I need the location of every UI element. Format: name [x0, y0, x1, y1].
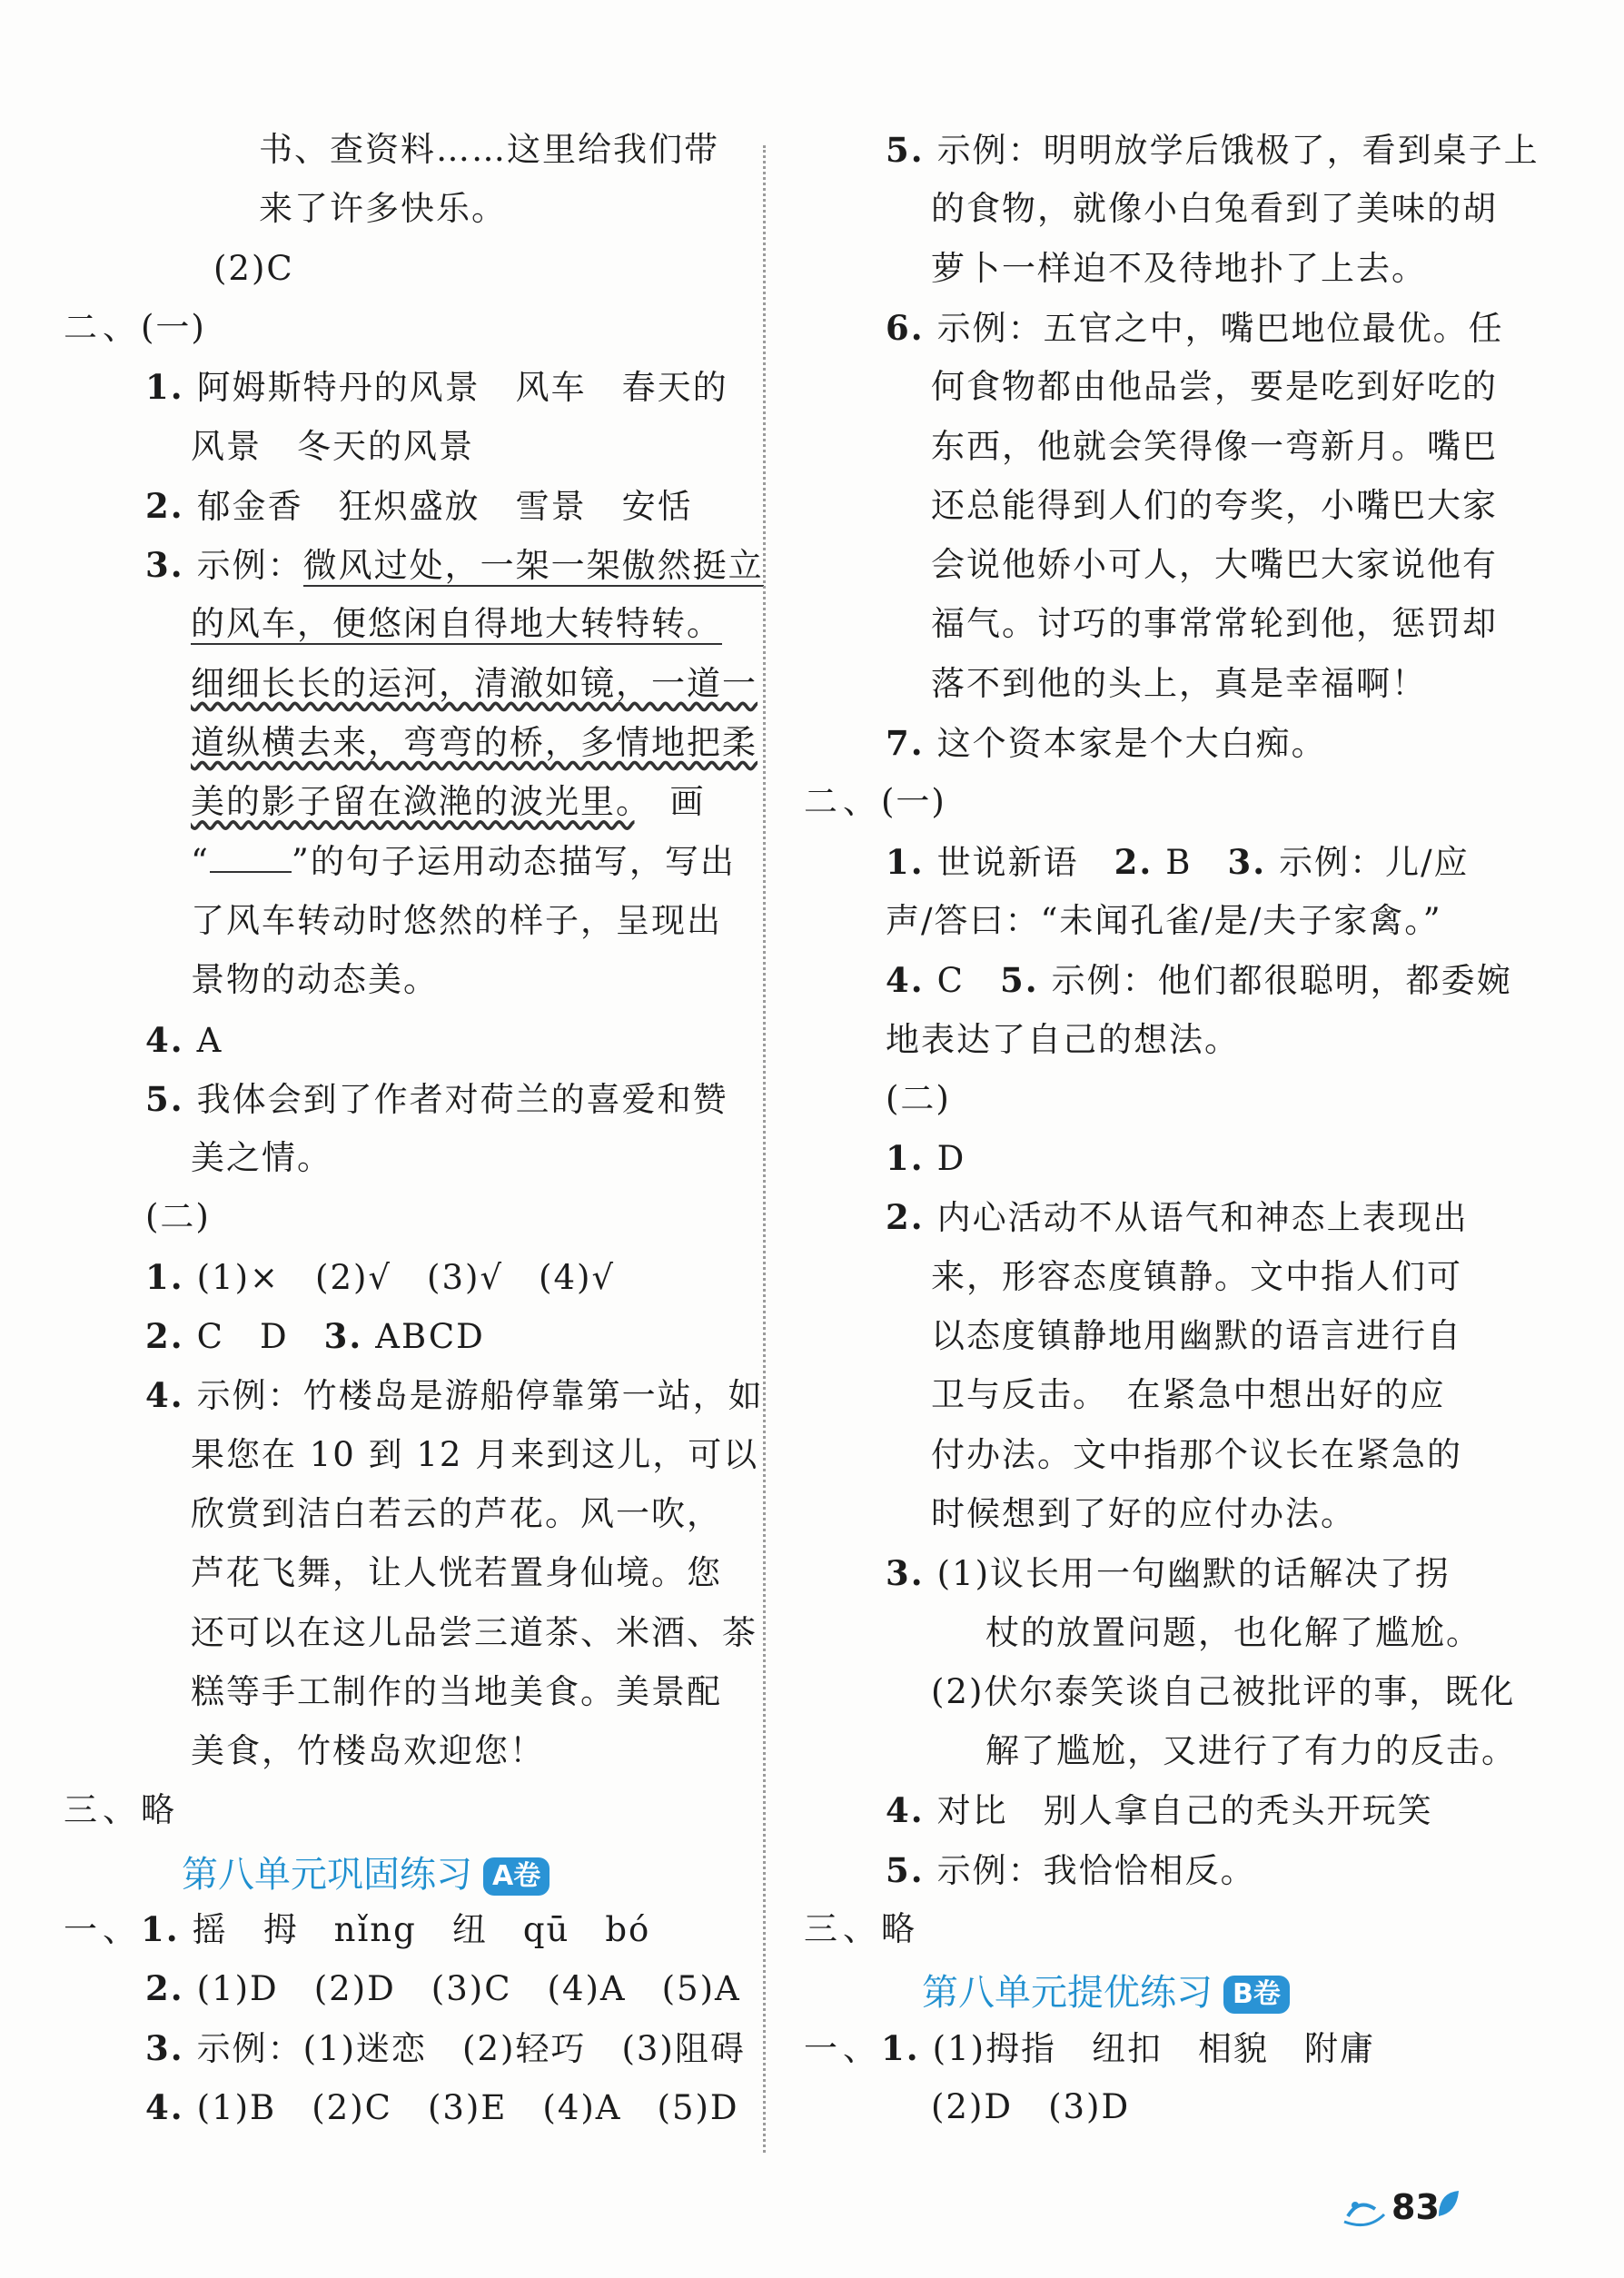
section-heading: [182, 1849, 550, 1900]
answer-line: [145, 1076, 728, 1122]
question-number: 2.: [145, 485, 184, 526]
question-number: 1.: [145, 1256, 184, 1297]
answer-text: (2)伏尔泰笑谈自己被批评的事，既化: [931, 1671, 1516, 1711]
question-number: 1.: [881, 2027, 920, 2068]
answer-line: [886, 305, 1504, 351]
answer-text: 这个资本家是个大白痴。: [936, 724, 1327, 763]
answer-text: 书、查资料……这里给我们带: [259, 130, 719, 169]
section-label: 三、: [64, 1790, 142, 1830]
answer-line: [886, 127, 1540, 173]
question-number: 4.: [886, 960, 925, 1001]
answer-text: (1)D (2)D (3)C (4)A (5)A: [196, 1969, 741, 2009]
answer-text: (2)D (3)D: [931, 2086, 1131, 2126]
heading-badge: A卷: [483, 1857, 550, 1896]
wavy-underlined-text: 细细长长的运河，清澈如镜，一道一: [191, 663, 758, 703]
question-number: 3.: [323, 1316, 363, 1356]
question-number: 5.: [886, 1849, 925, 1890]
answer-line: [886, 957, 1512, 1003]
question-number: 1.: [886, 1138, 925, 1179]
answer-text: (二): [145, 1197, 211, 1237]
answer-text: 对比 别人拿自己的秃头开玩笑: [936, 1791, 1433, 1831]
question-number: 1.: [141, 1909, 180, 1949]
answer-line: [931, 1491, 1356, 1537]
question-number: 4.: [886, 1790, 925, 1831]
answer-text: 美食，竹楼岛欢迎您！: [191, 1731, 545, 1771]
question-number: 3.: [145, 2027, 184, 2068]
answer-line: [886, 720, 1327, 766]
answer-line: [804, 779, 946, 825]
heading-badge: B卷: [1223, 1976, 1290, 2014]
wavy-underlined-text: 道纵横去来，弯弯的桥，多情地把柔: [191, 723, 758, 762]
answer-text: 了风车转动时悠然的样子，呈现出: [191, 900, 722, 940]
answer-line: [191, 1135, 332, 1181]
answer-text: (1)× (2)√ (3)√ (4)√: [196, 1257, 616, 1297]
answer-text: (一): [881, 782, 946, 822]
question-number: 4.: [145, 2086, 184, 2127]
answer-line: [931, 1669, 1515, 1715]
answer-line: [191, 898, 722, 944]
answer-line: [931, 1372, 1446, 1418]
heading-text: 第八单元巩固练习: [182, 1853, 472, 1896]
answer-text: 画: [634, 782, 706, 822]
answer-line: [931, 1313, 1462, 1359]
answer-line: [886, 1550, 1451, 1596]
question-number: 1.: [886, 841, 925, 882]
answer-text: 东西，他就会笑得像一弯新月。嘴巴: [931, 426, 1498, 466]
question-number: 2.: [145, 1316, 184, 1356]
answer-text: C: [936, 961, 1000, 1001]
answer-text: 卫与反击。 在紧急中想出好的应: [931, 1375, 1446, 1415]
answer-line: [191, 1728, 545, 1774]
answer-text: 会说他娇小可人，大嘴巴大家说他有: [931, 545, 1498, 585]
answer-line: [931, 661, 1427, 707]
answer-text: 声/答曰：“未闻孔雀/是/夫子家禽。”: [886, 900, 1442, 940]
answer-line: [886, 839, 1470, 885]
answer-text: 来了许多快乐。: [259, 189, 507, 229]
answer-line: [886, 1788, 1433, 1833]
answer-text: 解了尴尬，又进行了有力的反击。: [985, 1731, 1517, 1771]
answer-text: 示例：: [196, 546, 303, 586]
question-number: 5.: [145, 1078, 184, 1119]
question-number: 2.: [886, 1197, 925, 1238]
question-number: 4.: [145, 1019, 184, 1060]
answer-line: [64, 1788, 176, 1833]
answer-line: [191, 1610, 758, 1656]
question-number: 5.: [886, 130, 925, 170]
answer-line: [931, 1254, 1462, 1300]
answer-text: 示例：儿/应: [1279, 842, 1470, 882]
answer-text: 郁金香 狂炽盛放 雪景 安恬: [196, 486, 693, 526]
answer-text: D: [936, 1139, 966, 1179]
answer-text: A: [196, 1020, 223, 1060]
answer-text: (2)C: [213, 248, 294, 288]
heading-text: 第八单元提优练习: [922, 1972, 1213, 2015]
answer-text: 美之情。: [191, 1138, 332, 1178]
question-number: 1.: [145, 367, 184, 408]
answer-text: (二): [886, 1078, 951, 1118]
answer-text: 示例：我恰恰相反。: [936, 1850, 1256, 1890]
blank-marker: “: [191, 841, 210, 881]
section-label: 二、: [804, 782, 882, 822]
answer-text: C D: [196, 1317, 324, 1356]
answer-text: 来，形容态度镇静。文中指人们可: [931, 1256, 1462, 1296]
leaf-icon: [1435, 2189, 1462, 2222]
question-number: 7.: [886, 723, 925, 763]
answer-line: [191, 779, 706, 825]
answer-line: [886, 1847, 1256, 1893]
answer-text: 落不到他的头上，真是幸福啊！: [931, 663, 1427, 703]
answer-line: [931, 601, 1498, 647]
answer-line: [145, 1017, 223, 1063]
answer-text: 时候想到了好的应付办法。: [931, 1493, 1356, 1533]
answer-text: 还可以在这儿品尝三道茶、米酒、茶: [191, 1612, 758, 1652]
answer-line: [213, 246, 294, 292]
answer-text: B: [1165, 842, 1228, 882]
answer-line: [191, 1432, 758, 1478]
answer-text: 的食物，就像小白兔看到了美味的胡: [931, 189, 1498, 229]
answer-line: [191, 1669, 722, 1715]
question-number: 2.: [1114, 841, 1154, 882]
answer-text: 果您在 10 到 12 月来到这儿，可以: [191, 1434, 759, 1474]
answer-text: 付办法。文中指那个议长在紧急的: [931, 1434, 1462, 1474]
answer-line: [931, 186, 1498, 232]
answer-line: [259, 127, 719, 173]
answer-text: 福气。讨巧的事常常轮到他，惩罚却: [931, 604, 1498, 644]
answer-text: 阿姆斯特丹的风景 风车 春天的: [196, 368, 728, 408]
answer-text: 示例：竹楼岛是游船停靠第一站，如: [196, 1376, 764, 1416]
underlined-text: 微风过处，一架一架傲然挺立: [302, 546, 764, 586]
section-heading: [922, 1967, 1290, 2018]
answer-line: [931, 1432, 1462, 1478]
answer-text: 地表达了自己的想法。: [886, 1019, 1240, 1059]
answer-line: [64, 305, 206, 351]
answer-line: [191, 601, 722, 647]
answer-text: ”的句子运用动态描写，写出: [291, 841, 736, 881]
answer-line: [191, 957, 439, 1003]
question-number: 2.: [145, 1968, 184, 2009]
question-number: 5.: [999, 960, 1039, 1001]
answer-line: [985, 1610, 1481, 1656]
answer-line: [985, 1728, 1517, 1774]
answer-text: 还总能得到人们的夸奖，小嘴巴大家: [931, 485, 1498, 525]
underlined-text: 的风车，便悠闲自得地大转特转。: [191, 604, 722, 644]
answer-text: 示例：(1)迷恋 (2)轻巧 (3)阻碍: [196, 2028, 746, 2068]
answer-line: [191, 720, 758, 766]
question-number: 4.: [145, 1375, 184, 1416]
answer-text: 我体会到了作者对荷兰的喜爱和赞: [196, 1079, 728, 1119]
question-number: 3.: [1227, 841, 1267, 882]
section-label: 一、: [64, 1910, 142, 1949]
answer-line: [145, 1966, 741, 2011]
answer-text: (1)B (2)C (3)E (4)A (5)D: [196, 2087, 739, 2127]
answer-text: 略: [881, 1909, 916, 1948]
answer-line: [64, 1907, 650, 1952]
answer-line: [931, 483, 1498, 529]
answer-text: 示例：明明放学后饿极了，看到桌子上: [936, 131, 1540, 170]
answer-line: [191, 661, 758, 707]
wavy-underlined-text: 美的影子留在潋滟的波光里。: [191, 782, 635, 822]
page-number: 83: [1391, 2187, 1440, 2227]
answer-line: [804, 1907, 916, 1952]
answer-line: [145, 2085, 739, 2130]
section-label: 二、: [64, 307, 142, 347]
answer-line: [145, 1194, 211, 1240]
answer-text: ABCD: [375, 1317, 485, 1356]
answer-line: [145, 542, 764, 588]
answer-text: 示例：五官之中，嘴巴地位最优。任: [936, 308, 1504, 348]
answer-line: [145, 483, 693, 529]
answer-line: [931, 542, 1498, 588]
section-label: 三、: [804, 1909, 882, 1948]
answer-text: 内心活动不从语气和神态上表现出: [936, 1198, 1469, 1238]
fill-blank: [210, 844, 292, 873]
question-number: 6.: [886, 307, 925, 348]
answer-line: [886, 1076, 951, 1122]
question-number: 3.: [145, 545, 184, 586]
answer-text: 世说新语: [936, 842, 1114, 882]
answer-line: [886, 1135, 965, 1181]
answer-line: [931, 364, 1498, 410]
answer-line: [886, 1017, 1240, 1063]
answer-line: [145, 1254, 615, 1300]
answer-line: [931, 424, 1498, 470]
answer-line: [145, 2025, 746, 2071]
answer-text: 风景 冬天的风景: [191, 426, 474, 466]
answer-text: 欣赏到洁白若云的芦花。风一吹，: [191, 1493, 722, 1533]
answer-text: 萝卜一样迫不及待地扑了上去。: [931, 248, 1427, 288]
answer-line: [191, 839, 736, 885]
answer-line: [191, 1550, 722, 1596]
answer-line: [259, 186, 507, 232]
section-label: 一、: [804, 2028, 882, 2068]
answer-line: [886, 1194, 1469, 1240]
answer-line: [145, 1372, 764, 1418]
answer-text: 糕等手工制作的当地美食。美景配: [191, 1671, 722, 1711]
answer-text: 摇 拇 nǐng 纽 qū bó: [192, 1910, 651, 1949]
answer-text: 何食物都由他品尝，要是吃到好吃的: [931, 367, 1498, 407]
answer-text: (1)议长用一句幽默的话解决了拐: [936, 1554, 1451, 1594]
answer-line: [145, 1313, 485, 1359]
answer-line: [191, 424, 474, 470]
answer-line: [804, 2025, 1375, 2071]
column-divider: [763, 145, 766, 2153]
answer-text: 芦花飞舞，让人恍若置身仙境。您: [191, 1553, 722, 1593]
answer-line: [886, 898, 1442, 944]
answer-line: [191, 1491, 722, 1537]
answer-line: [145, 364, 728, 410]
answer-text: 景物的动态美。: [191, 960, 439, 1000]
answer-text: 以态度镇静地用幽默的语言进行自: [931, 1316, 1462, 1355]
answer-text: (一): [141, 307, 206, 347]
answer-line: [931, 2085, 1130, 2130]
answer-text: 略: [141, 1790, 176, 1830]
answer-text: 示例：他们都很聪明，都委婉: [1051, 961, 1512, 1001]
answer-text: (1)拇指 纽扣 相貌 附庸: [932, 2028, 1376, 2068]
answer-text: 杖的放置问题，也化解了尴尬。: [985, 1612, 1481, 1652]
question-number: 3.: [886, 1553, 925, 1594]
answer-line: [931, 246, 1427, 292]
